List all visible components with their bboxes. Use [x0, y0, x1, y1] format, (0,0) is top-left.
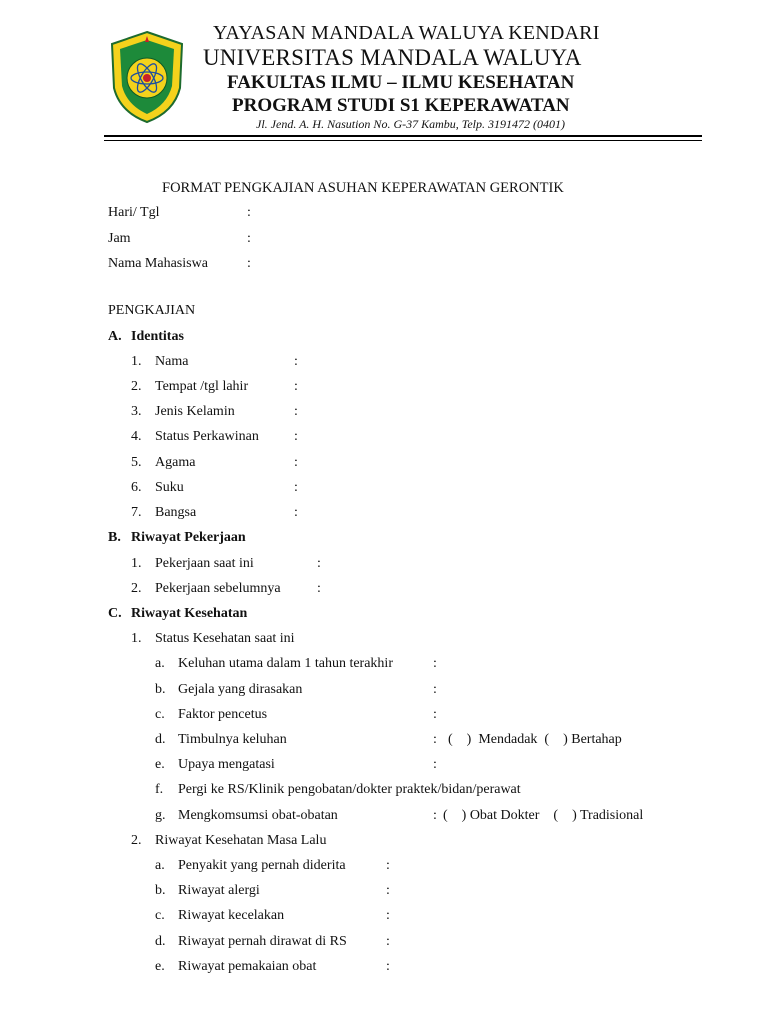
item-letter: c. — [155, 707, 165, 722]
item-label: Upaya mengatasi — [178, 757, 275, 772]
header-rule-thin — [104, 140, 702, 141]
item-num: 2. — [131, 833, 142, 848]
item-letter: c. — [155, 908, 165, 923]
meta-colon: : — [247, 231, 251, 246]
item-label: Status Perkawinan — [155, 429, 259, 444]
item-colon: : — [386, 908, 390, 923]
address: Jl. Jend. A. H. Nasution No. G-37 Kambu, Telp. 3191472 (0401) — [256, 117, 565, 131]
university-logo — [108, 30, 186, 124]
item-colon: : — [294, 455, 298, 470]
item-letter: e. — [155, 757, 165, 772]
section-title-riwayat-kesehatan: Riwayat Kesehatan — [131, 606, 248, 621]
item-colon: : — [433, 707, 437, 722]
item-label: Gejala yang dirasakan — [178, 682, 303, 697]
section-letter: C. — [108, 606, 122, 621]
form-title: FORMAT PENGKAJIAN ASUHAN KEPERAWATAN GERONTIK — [162, 180, 564, 196]
program-name: PROGRAM STUDI S1 KEPERAWATAN — [232, 95, 570, 116]
meta-colon: : — [247, 205, 251, 220]
section-title-riwayat-pekerjaan: Riwayat Pekerjaan — [131, 530, 246, 545]
item-label: Pekerjaan sebelumnya — [155, 581, 281, 596]
item-letter: e. — [155, 959, 165, 974]
item-letter: b. — [155, 682, 166, 697]
item-num: 1. — [131, 354, 142, 369]
item-label: Jenis Kelamin — [155, 404, 235, 419]
item-letter: a. — [155, 858, 165, 873]
item-colon: : — [433, 757, 437, 772]
section-title-identitas: Identitas — [131, 329, 184, 344]
item-num: 6. — [131, 480, 142, 495]
item-label: Penyakit yang pernah diderita — [178, 858, 346, 873]
item-colon: : — [294, 480, 298, 495]
item-label: Riwayat pemakaian obat — [178, 959, 317, 974]
item-label: Riwayat pernah dirawat di RS — [178, 934, 347, 949]
item-colon: : — [433, 656, 437, 671]
item-colon: : — [386, 858, 390, 873]
item-label: Riwayat alergi — [178, 883, 260, 898]
item-letter: b. — [155, 883, 166, 898]
item-colon: : — [386, 883, 390, 898]
item-letter: f. — [155, 782, 164, 797]
item-colon: : — [294, 429, 298, 444]
item-label: Timbulnya keluhan — [178, 732, 287, 747]
item-colon: : — [386, 934, 390, 949]
item-label: Pekerjaan saat ini — [155, 556, 254, 571]
university-name: UNIVERSITAS MANDALA WALUYA — [203, 45, 582, 70]
item-label: Pergi ke RS/Klinik pengobatan/dokter praktek/bidan/perawat — [178, 782, 521, 797]
item-num: 5. — [131, 455, 142, 470]
medication-options: ( ) Obat Dokter ( ) Tradisional — [443, 808, 644, 823]
item-num: 2. — [131, 379, 142, 394]
item-colon: : — [294, 379, 298, 394]
onset-options: ( ) Mendadak ( ) Bertahap — [448, 732, 622, 747]
item-num: 1. — [131, 556, 142, 571]
item-num: 4. — [131, 429, 142, 444]
meta-colon: : — [247, 256, 251, 271]
section-letter: A. — [108, 329, 122, 344]
subsection-label: Status Kesehatan saat ini — [155, 631, 295, 646]
header-rule-thick — [104, 135, 702, 137]
item-colon: : — [433, 732, 437, 747]
item-colon: : — [294, 354, 298, 369]
item-label: Faktor pencetus — [178, 707, 268, 722]
meta-label: Nama Mahasiswa — [108, 256, 208, 271]
faculty-name: FAKULTAS ILMU – ILMU KESEHATAN — [227, 72, 575, 93]
item-label: Suku — [155, 480, 184, 495]
item-label: Mengkomsumsi obat-obatan — [178, 808, 338, 823]
item-label: Tempat /tgl lahir — [155, 379, 249, 394]
item-label: Bangsa — [155, 505, 197, 520]
item-num: 1. — [131, 631, 142, 646]
item-colon: : — [433, 808, 437, 823]
item-letter: g. — [155, 808, 166, 823]
subsection-label: Riwayat Kesehatan Masa Lalu — [155, 833, 327, 848]
item-label: Keluhan utama dalam 1 tahun terakhir — [178, 656, 393, 671]
item-label: Nama — [155, 354, 189, 369]
item-num: 3. — [131, 404, 142, 419]
item-colon: : — [386, 959, 390, 974]
item-colon: : — [294, 505, 298, 520]
item-letter: d. — [155, 732, 166, 747]
meta-label: Hari/ Tgl — [108, 205, 160, 220]
item-num: 7. — [131, 505, 142, 520]
item-letter: a. — [155, 656, 165, 671]
item-colon: : — [317, 581, 321, 596]
foundation-name: YAYASAN MANDALA WALUYA KENDARI — [213, 22, 600, 44]
item-colon: : — [433, 682, 437, 697]
meta-label: Jam — [108, 231, 131, 246]
item-colon: : — [317, 556, 321, 571]
item-letter: d. — [155, 934, 166, 949]
item-label: Agama — [155, 455, 196, 470]
item-num: 2. — [131, 581, 142, 596]
item-label: Riwayat kecelakan — [178, 908, 285, 923]
section-letter: B. — [108, 530, 121, 545]
item-colon: : — [294, 404, 298, 419]
section-heading-pengkajian: PENGKAJIAN — [108, 303, 196, 318]
